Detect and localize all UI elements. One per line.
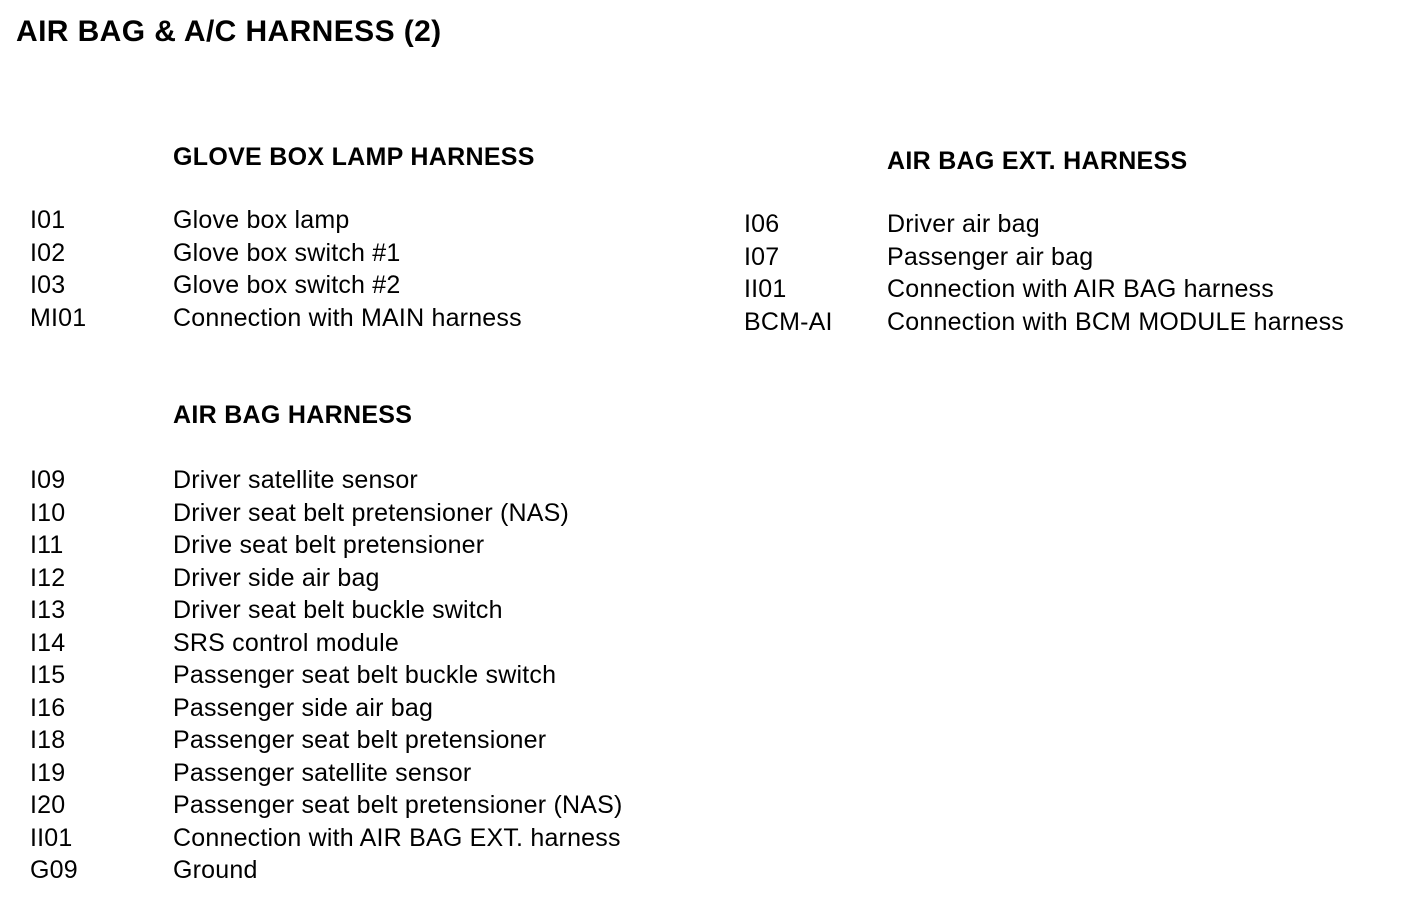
section-heading: AIR BAG EXT. HARNESS xyxy=(887,147,1188,175)
connector-description: Passenger side air bag xyxy=(173,693,434,722)
connector-description: Connection with BCM MODULE harness xyxy=(887,307,1344,336)
connector-code: I10 xyxy=(30,498,66,527)
connector-description: Connection with AIR BAG EXT. harness xyxy=(173,823,621,852)
connector-code: I09 xyxy=(30,466,66,494)
connector-description: Driver side air bag xyxy=(173,563,380,592)
connector-code: MI01 xyxy=(30,303,87,332)
connector-code: G09 xyxy=(30,856,78,884)
connector-description: Passenger seat belt pretensioner (NAS) xyxy=(173,791,623,819)
connector-code: I20 xyxy=(30,791,66,819)
connector-code: I16 xyxy=(30,693,66,722)
section-glove-box-lamp-harness xyxy=(30,142,710,352)
connector-code: I01 xyxy=(30,206,66,234)
connector-code: I02 xyxy=(30,238,66,267)
connector-code: I13 xyxy=(30,596,66,624)
connector-description: SRS control module xyxy=(173,628,399,657)
connector-code: I14 xyxy=(30,628,66,657)
connector-description: Drive seat belt pretensioner xyxy=(173,531,485,559)
connector-description: Passenger seat belt buckle switch xyxy=(173,661,557,689)
connector-code: I11 xyxy=(30,531,64,559)
connector-description: Passenger seat belt pretensioner xyxy=(173,726,547,754)
connector-code: BCM-AI xyxy=(744,307,833,336)
connector-description: Glove box lamp xyxy=(173,206,350,234)
connector-description: Passenger air bag xyxy=(887,242,1094,271)
connector-description: Connection with MAIN harness xyxy=(173,303,522,332)
page-title: AIR BAG & A/C HARNESS (2) xyxy=(16,15,442,48)
connector-description: Connection with AIR BAG harness xyxy=(887,275,1274,303)
connector-description: Glove box switch #1 xyxy=(173,238,401,267)
connector-description: Ground xyxy=(173,856,258,884)
connector-description: Driver seat belt buckle switch xyxy=(173,596,503,624)
connector-code: I19 xyxy=(30,758,66,787)
connector-code: II01 xyxy=(30,823,73,852)
section-air-bag-ext-harness xyxy=(744,146,1394,356)
connector-code: I07 xyxy=(744,242,780,271)
connector-code: I06 xyxy=(744,210,780,238)
section-heading: GLOVE BOX LAMP HARNESS xyxy=(173,143,535,171)
section-heading: AIR BAG HARNESS xyxy=(173,401,413,429)
connector-description: Driver satellite sensor xyxy=(173,466,418,494)
connector-description: Driver air bag xyxy=(887,210,1040,238)
connector-code: I18 xyxy=(30,726,66,754)
section-air-bag-harness xyxy=(30,400,710,890)
connector-code: I03 xyxy=(30,271,66,299)
connector-description: Driver seat belt pretensioner (NAS) xyxy=(173,498,570,527)
connector-description: Glove box switch #2 xyxy=(173,271,401,299)
connector-description: Passenger satellite sensor xyxy=(173,758,472,787)
connector-code: I15 xyxy=(30,661,66,689)
connector-code: II01 xyxy=(744,275,787,303)
connector-code: I12 xyxy=(30,563,66,592)
